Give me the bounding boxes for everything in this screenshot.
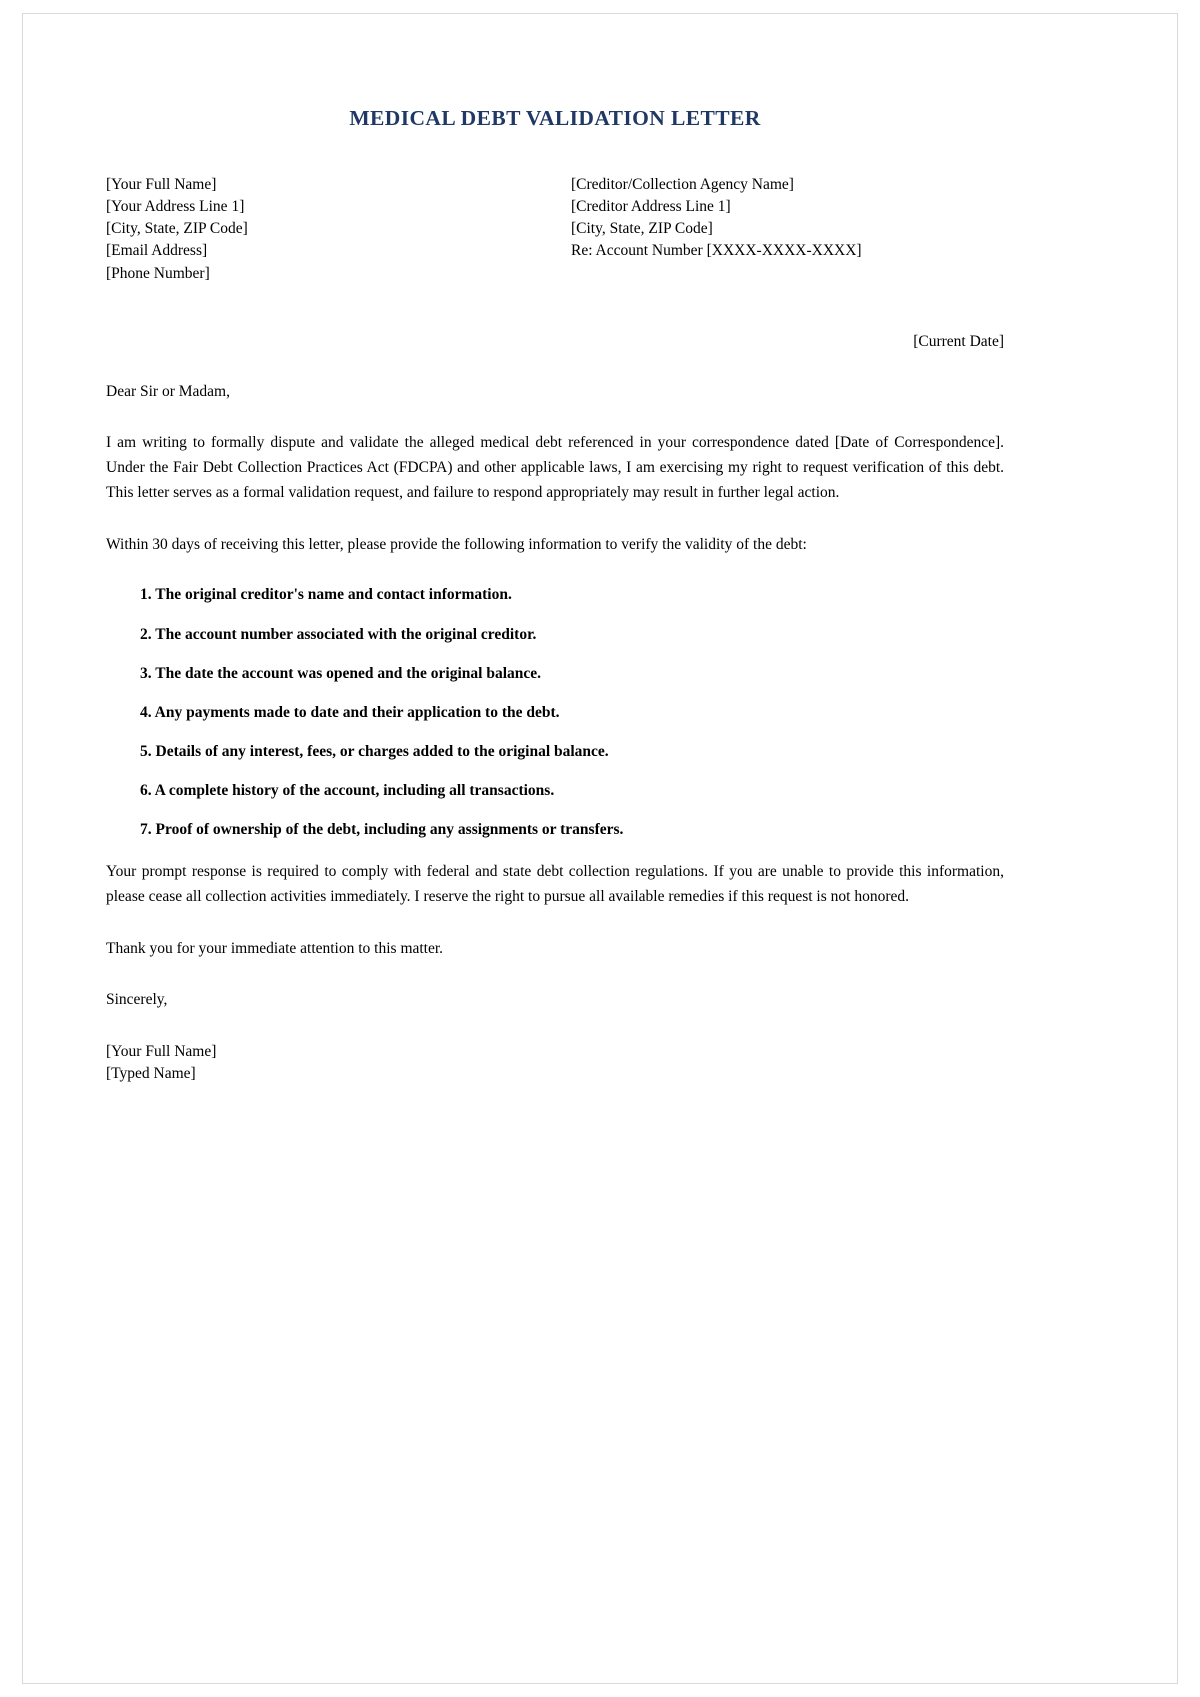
signature-typed-name: [Typed Name] [106, 1065, 196, 1083]
list-item [106, 584, 1004, 606]
list-item-number: 6. [140, 782, 152, 800]
address-block [106, 174, 1004, 285]
sender-city-state-zip: [City, State, ZIP Code] [106, 220, 248, 238]
list-item [106, 780, 1004, 802]
recipient-name: [Creditor/Collection Agency Name] [571, 175, 794, 193]
paragraph-thanks: Thank you for your immediate attention to this matter. [106, 939, 444, 957]
signature-block [106, 1041, 1004, 1085]
account-number-reference: Re: Account Number [XXXX-XXXX-XXXX] [571, 242, 862, 260]
list-item-number: 7. [140, 821, 152, 839]
letter-content [106, 105, 1004, 1085]
closing-salutation: Sincerely, [106, 990, 168, 1008]
requested-items-list [106, 584, 1004, 841]
list-item-number: 5. [140, 743, 152, 761]
list-item-label: The account number associated with the original creditor. [155, 625, 537, 643]
list-item-number: 4. [140, 703, 152, 721]
list-item-number: 1. [140, 586, 152, 604]
list-item-label: Any payments made to date and their application to the debt. [154, 703, 560, 721]
recipient-address-line-1: [Creditor Address Line 1] [571, 198, 731, 216]
recipient-city-state-zip: [City, State, ZIP Code] [571, 220, 713, 238]
page-title: MEDICAL DEBT VALIDATION LETTER [349, 106, 761, 130]
list-item [106, 741, 1004, 763]
list-item-label: Details of any interest, fees, or charges added to the original balance. [155, 743, 609, 761]
sender-email: [Email Address] [106, 242, 208, 260]
list-item-number: 3. [140, 664, 152, 682]
letter-date: [Current Date] [913, 332, 1004, 350]
sender-name: [Your Full Name] [106, 175, 217, 193]
sender-address-block [106, 174, 571, 285]
list-item-label: A complete history of the account, including all transactions. [154, 782, 555, 800]
list-item [106, 702, 1004, 724]
signature-name: [Your Full Name] [106, 1042, 217, 1060]
list-item-label: The date the account was opened and the original balance. [155, 664, 542, 682]
list-item-label: The original creditor's name and contact information. [155, 586, 512, 604]
paragraph-request-lead-in: Within 30 days of receiving this letter, please provide the following information to verify the validity of the debt: [106, 536, 807, 554]
list-item [106, 819, 1004, 841]
list-item [106, 663, 1004, 685]
list-item-label: Proof of ownership of the debt, including any assignments or transfers. [155, 821, 624, 839]
sender-address-line-1: [Your Address Line 1] [106, 198, 245, 216]
salutation: Dear Sir or Madam, [106, 382, 230, 400]
list-item [106, 624, 1004, 646]
sender-phone: [Phone Number] [106, 264, 210, 282]
recipient-address-block [571, 174, 1004, 285]
list-item-number: 2. [140, 625, 152, 643]
paragraph-closing-demand: Your prompt response is required to comply with federal and state debt collection regulations. If you are unable to provide this information, please cease all collection activities immediately. I reserve the right to pursue all available remedies if this request is not honored. [106, 862, 1004, 905]
paragraph-intro: I am writing to formally dispute and validate the alleged medical debt referenced in your correspondence dated [Date of Correspondence]. Under the Fair Debt Collection Practices Act (FDCPA) and other applicable laws, I am exercising my right to request verification of this debt. This letter serves as a formal validation request, and failure to respond appropriately may result in further legal action. [106, 433, 1004, 502]
